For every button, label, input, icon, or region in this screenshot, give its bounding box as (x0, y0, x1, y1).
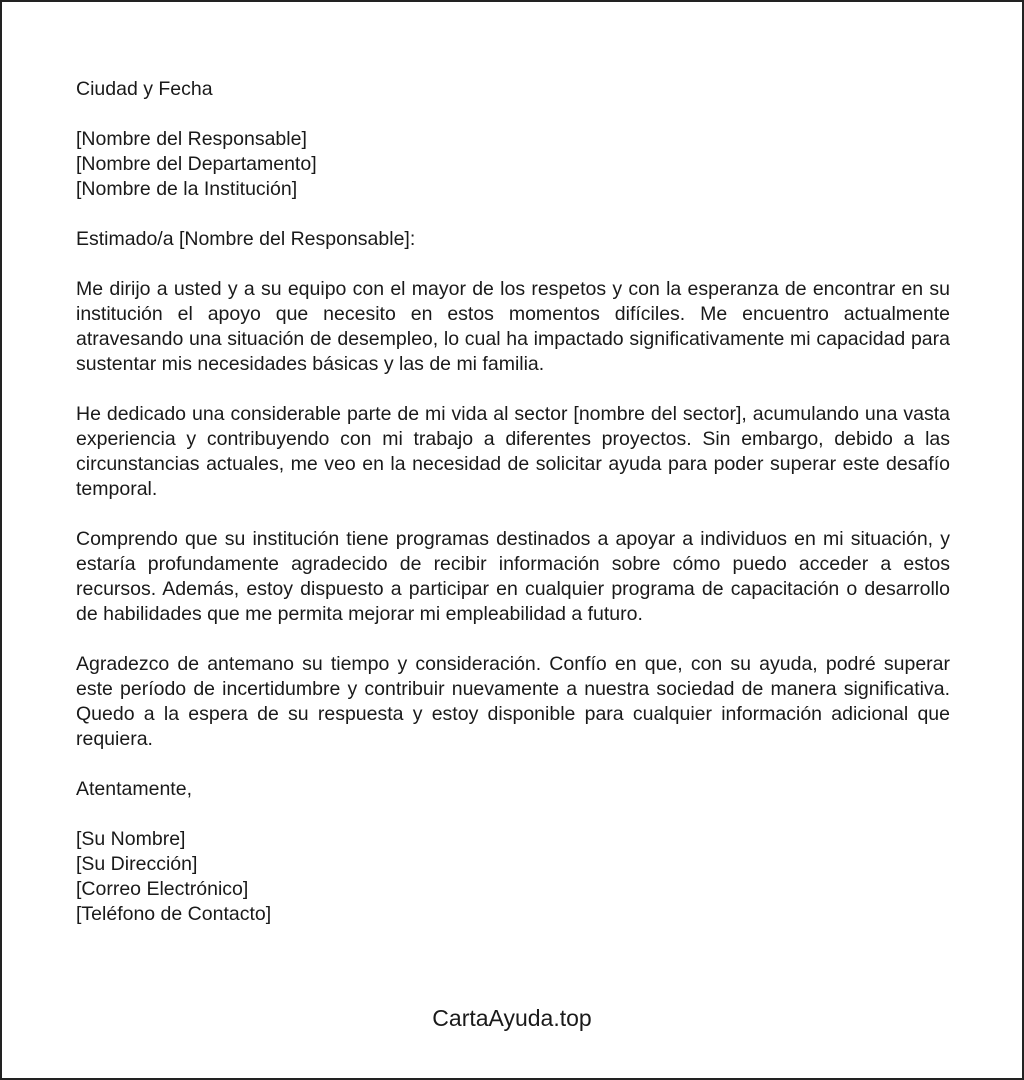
paragraph-4: Agradezco de antemano su tiempo y consideración. Confío en que, con su ayuda, podré superar este período de incertidumbre y contribuir nuevamente a nuestra sociedad de manera significativa. Quedo a la espera de su respuesta y estoy disponible para cualquier información adicional que requiera. (76, 653, 950, 750)
recipient-department: [Nombre del Departamento] (76, 153, 317, 175)
letter-body (76, 77, 950, 927)
signature-phone: [Teléfono de Contacto] (76, 903, 272, 925)
closing: Atentamente, (76, 778, 192, 800)
recipient-name: [Nombre del Responsable] (76, 128, 307, 150)
signature-email: [Correo Electrónico] (76, 878, 249, 900)
site-watermark: CartaAyuda.top (432, 1005, 592, 1031)
paragraph-2: He dedicado una considerable parte de mi vida al sector [nombre del sector], acumulando una vasta experiencia y contribuyendo con mi trabajo a diferentes proyectos. Sin embargo, debido a las circunstancias actuales, me veo en la necesidad de solicitar ayuda para poder superar este desafío temporal. (76, 403, 950, 500)
recipient-institution: [Nombre de la Institución] (76, 178, 298, 200)
city-date: Ciudad y Fecha (76, 78, 213, 100)
signature-address: [Su Dirección] (76, 853, 198, 875)
signature-name: [Su Nombre] (76, 828, 186, 850)
greeting: Estimado/a [Nombre del Responsable]: (76, 228, 416, 250)
paragraph-3: Comprendo que su institución tiene programas destinados a apoyar a individuos en mi situación, y estaría profundamente agradecido de recibir información sobre cómo puedo acceder a estos recursos. Además, estoy dispuesto a participar en cualquier programa de capacitación o desarrollo de habilidades que me permita mejorar mi empleabilidad a futuro. (76, 528, 950, 625)
recipient-block (76, 127, 950, 202)
paragraph-1: Me dirijo a usted y a su equipo con el mayor de los respetos y con la esperanza de encontrar en su institución el apoyo que necesito en estos momentos difíciles. Me encuentro actualmente atravesando una situación de desempleo, lo cual ha impactado significativamente mi capacidad para sustentar mis necesidades básicas y las de mi familia. (76, 278, 950, 375)
signature-block (76, 827, 950, 927)
